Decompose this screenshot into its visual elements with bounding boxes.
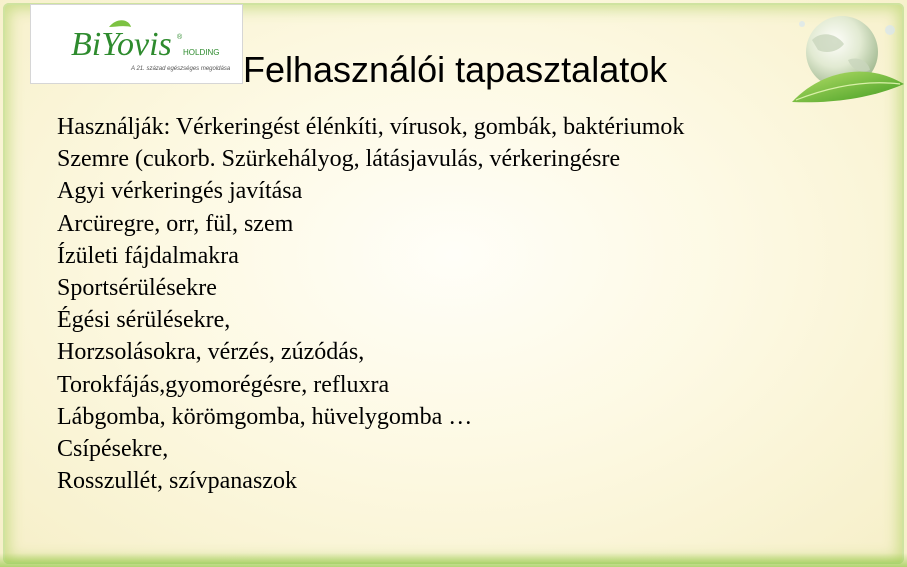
list-item: Ízületi fájdalmakra (57, 242, 239, 269)
list-item: Lábgomba, körömgomba, hüvelygomba … (57, 403, 473, 430)
list-item: Arcüregre, orr, fül, szem (57, 210, 294, 237)
company-logo (30, 4, 243, 84)
page-title: Felhasználói tapasztalatok (243, 49, 668, 90)
list-item: Égési sérülésekre, (57, 307, 231, 334)
list-item: Használják: Vérkeringést élénkíti, vírusok, gombák, baktériumok (57, 114, 685, 140)
list-item: Sportsérülésekre (57, 274, 217, 301)
list-item: Horzsolásokra, vérzés, zúzódás, (57, 339, 365, 366)
list-item: Rosszullét, szívpanaszok (57, 468, 297, 495)
logo-holding-text: HOLDING (183, 48, 220, 57)
list-item: Torokfájás,gyomorégésre, refluxra (57, 371, 390, 398)
experience-list (57, 111, 847, 497)
logo-tagline: A 21. század egészséges megoldása (131, 66, 231, 72)
logo-graphic (31, 5, 244, 85)
list-item: Agyi vérkeringés javítása (57, 178, 303, 205)
frame-bottom-glow (0, 553, 907, 567)
logo-brand-text: BiYovis (71, 26, 172, 63)
list-item: Csípésekre, (57, 435, 169, 462)
list-item: Szemre (cukorb. Szürkehályog, látásjavulás, vérkeringésre (57, 146, 621, 173)
leaf-globe-decoration-icon (782, 0, 907, 110)
logo-leaf-icon (109, 20, 131, 27)
logo-registered-mark: ® (177, 34, 183, 41)
